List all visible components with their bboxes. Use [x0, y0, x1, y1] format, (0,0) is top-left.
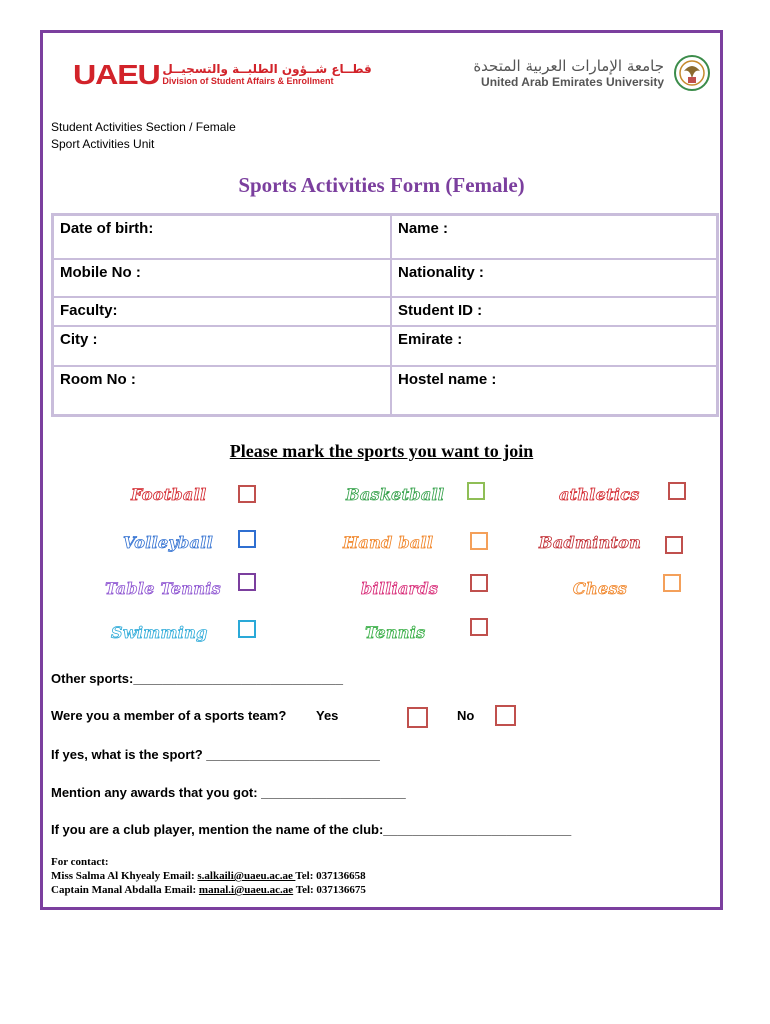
if-yes-sport-field[interactable]: If yes, what is the sport? ________________________	[51, 747, 380, 762]
checkbox-tennis[interactable]	[470, 618, 488, 636]
checkbox-swimming[interactable]	[238, 620, 256, 638]
checkbox-handball[interactable]	[470, 532, 488, 550]
sport-label-chess: Chess	[573, 579, 628, 598]
city-field[interactable]: City :	[54, 327, 392, 365]
contact-line	[51, 883, 366, 897]
team-member-question: Were you a member of a sports team?	[51, 708, 287, 723]
hostel-field[interactable]: Hostel name :	[398, 371, 497, 388]
checkbox-chess[interactable]	[663, 574, 681, 592]
section-name: Student Activities Section / Female	[51, 120, 236, 134]
checkbox-volleyball[interactable]	[238, 530, 256, 548]
sports-heading: Please mark the sports you want to join	[229, 441, 534, 461]
table-row	[54, 327, 716, 367]
checkbox-basketball[interactable]	[467, 482, 485, 500]
date-of-birth-field[interactable]: Date of birth:	[54, 216, 392, 258]
emirate-field[interactable]: Emirate :	[398, 331, 463, 348]
uaeu-logo-arabic: قطــاع شــؤون الطلبــة والتسجيــل	[162, 62, 372, 77]
checkbox-yes[interactable]	[407, 707, 428, 728]
table-row	[54, 367, 716, 414]
sport-label-handball: Hand ball	[343, 533, 434, 552]
form-page	[40, 30, 723, 910]
checkbox-no[interactable]	[495, 705, 516, 726]
contact-tel: Tel: 037136658	[295, 870, 366, 882]
unit-name: Sport Activities Unit	[51, 137, 155, 151]
awards-field[interactable]: Mention any awards that you got: ____________________	[51, 785, 406, 800]
checkbox-badminton[interactable]	[665, 536, 683, 554]
room-field[interactable]: Room No :	[54, 367, 392, 414]
university-logo	[473, 53, 712, 93]
sport-label-athletics: athletics	[559, 485, 640, 504]
uaeu-student-affairs-logo	[73, 59, 372, 91]
sport-label-tennis: Tennis	[365, 623, 426, 642]
contact-line	[51, 869, 366, 883]
sport-label-volleyball: Volleyball	[123, 533, 213, 552]
contact-info	[51, 855, 366, 897]
sport-label-swimming: Swimming	[111, 623, 208, 642]
contact-name: Captain Manal Abdalla Email:	[51, 884, 199, 896]
mobile-field[interactable]: Mobile No :	[54, 260, 392, 296]
table-row	[54, 298, 716, 327]
sport-label-table-tennis: Table Tennis	[105, 579, 221, 598]
nationality-field[interactable]: Nationality :	[398, 264, 484, 281]
contact-tel: Tel: 037136675	[293, 884, 366, 896]
uaeu-logo-word: UAEU	[73, 59, 160, 90]
checkbox-table-tennis[interactable]	[238, 573, 256, 591]
unit-info	[51, 119, 236, 153]
yes-label: Yes	[316, 708, 339, 723]
sport-label-badminton: Badminton	[539, 533, 642, 552]
email-link[interactable]: manal.i@uaeu.ac.ae	[198, 884, 294, 896]
contact-name: Miss Salma Al Khyealy Email:	[51, 870, 198, 882]
university-name-arabic: جامعة الإمارات العربية المتحدة	[473, 57, 664, 75]
other-sports-field[interactable]: Other sports:_____________________________	[51, 671, 344, 686]
uaeu-logo-english: Division of Student Affairs & Enrollment	[162, 75, 334, 86]
falcon-emblem-icon	[672, 53, 712, 93]
checkbox-football[interactable]	[238, 485, 256, 503]
faculty-field[interactable]: Faculty:	[54, 298, 392, 325]
checkbox-billiards[interactable]	[470, 574, 488, 592]
club-name-field[interactable]: If you are a club player, mention the name of the club:__________________________	[51, 822, 572, 837]
sport-label-billiards: billiards	[361, 579, 439, 598]
contact-heading: For contact:	[51, 856, 109, 868]
name-field[interactable]: Name :	[398, 220, 449, 237]
table-row	[54, 260, 716, 298]
form-title: Sports Activities Form (Female)	[238, 173, 525, 197]
sport-label-football: Football	[131, 485, 207, 504]
email-link[interactable]: s.alkaili@uaeu.ac.ae	[197, 870, 296, 882]
personal-info-table	[51, 213, 719, 417]
no-label: No	[457, 708, 475, 723]
checkbox-athletics[interactable]	[668, 482, 686, 500]
sport-label-basketball: Basketball	[346, 485, 445, 504]
student-id-field[interactable]: Student ID :	[398, 302, 483, 319]
university-name-english: United Arab Emirates University	[481, 75, 664, 89]
table-row	[54, 216, 716, 260]
